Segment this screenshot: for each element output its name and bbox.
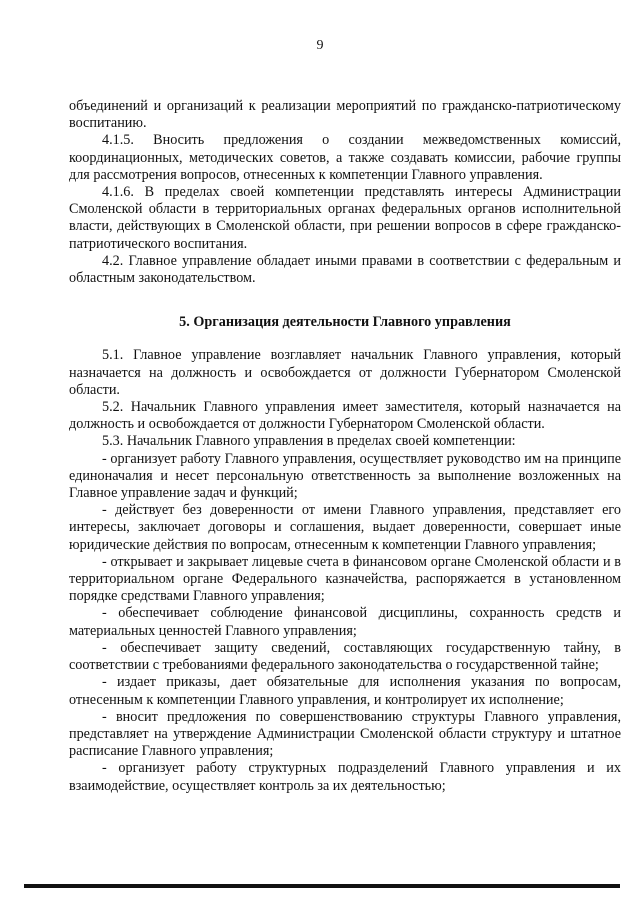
list-item: - действует без доверенности от имени Главного управления, представляет его интересы, заключает договоры и соглашения, выдает доверенности, совершает иные юридические действия по вопросам, отнесенным к компетенции Главного управления; bbox=[69, 502, 621, 553]
scan-edge-rule bbox=[24, 884, 620, 888]
paragraph-5-3: 5.3. Начальник Главного управления в пределах своей компетенции: bbox=[102, 433, 516, 450]
paragraph-4-2: 4.2. Главное управление обладает иными правами в соответствии с федеральным и областным законодательством. bbox=[69, 252, 621, 287]
paragraph-5-2: 5.2. Начальник Главного управления имеет заместителя, который назначается на должность и освобождается от должности Губернатором Смоленской области. bbox=[69, 399, 621, 433]
paragraph-4-1-5: 4.1.5. Вносить предложения о создании межведомственных комиссий, координационных, методических советов, а также создавать комиссии, рабочие группы для рассмотрения вопросов, отнесенных к компетенции Главного управления. bbox=[69, 132, 621, 183]
list-item: - вносит предложения по совершенствованию структуры Главного управления, представляет на утверждение Администрации Смоленской области структуру и штатное расписание Главного управления; bbox=[69, 708, 621, 760]
page-number: 9 bbox=[316, 38, 324, 53]
list-item: - издает приказы, дает обязательные для исполнения указания по вопросам, отнесенным к компетенции Главного управления, и контролирует их исполнение; bbox=[69, 674, 621, 708]
list-item: - организует работу Главного управления, осуществляет руководство им на принципе единоначалия и несет персональную ответственность за выполнение возложенных на Главное управление задач и функций; bbox=[69, 450, 621, 502]
list-item: - обеспечивает соблюдение финансовой дисциплины, сохранность средств и материальных ценностей Главного управления; bbox=[69, 605, 621, 639]
list-item: - организует работу структурных подразделений Главного управления и их взаимодействие, осуществляет контроль за их деятельностью; bbox=[69, 760, 621, 794]
list-item: - обеспечивает защиту сведений, составляющих государственную тайну, в соответствии с требованиями федерального законодательства о государственной тайне; bbox=[69, 639, 621, 674]
list-item: - открывает и закрывает лицевые счета в финансовом органе Смоленской области и в территориальном органе Федерального казначейства, распоряжается в установленном порядке средствами Главного управления; bbox=[69, 553, 621, 605]
paragraph-continuation: объединений и организаций к реализации мероприятий по гражданско-патриотическому воспитанию. bbox=[69, 98, 621, 132]
document-body bbox=[69, 98, 621, 795]
paragraph-5-1: 5.1. Главное управление возглавляет начальник Главного управления, который назначается на должность и освобождается от должности Губернатором Смоленской области. bbox=[69, 347, 621, 398]
section-heading: 5. Организация деятельности Главного управления bbox=[179, 314, 511, 331]
paragraph-4-1-6: 4.1.6. В пределах своей компетенции представлять интересы Администрации Смоленской области в территориальных органах федеральных органов исполнительной власти, действующих в Смоленской области, при решении вопросов в сфере гражданско-патриотического воспитания. bbox=[69, 184, 621, 252]
